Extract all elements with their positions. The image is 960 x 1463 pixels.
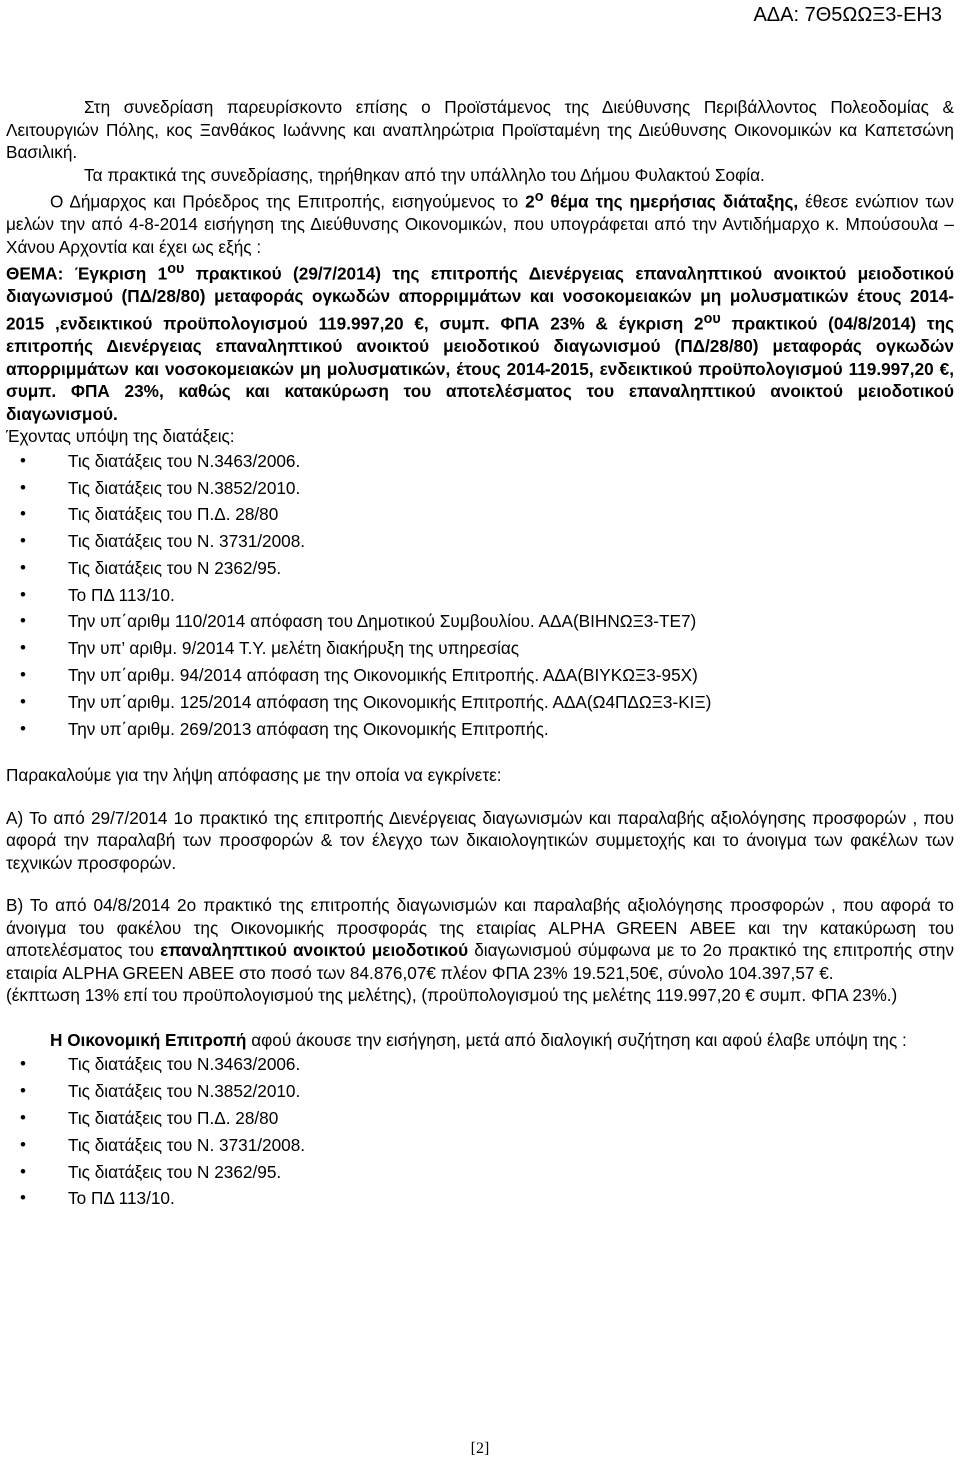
minutes-keeper-paragraph: Τα πρακτικά της συνεδρίασης, τηρήθηκαν από την υπάλληλο του Δήμου Φυλακτού Σοφία. (84, 164, 765, 185)
agenda-paragraph (6, 186, 954, 258)
list-item: • Την υπ΄αριθμ. 94/2014 απόφαση της Οικονομικής Επιτροπής. ΑΔΑ(ΒΙΥΚΩΞ3-95Χ) (6, 662, 954, 689)
list-item: • Τις διατάξεις του Ν. 3731/2008. (6, 528, 954, 555)
list-item: • Τις διατάξεις του Π.Δ. 28/80 (6, 1105, 954, 1132)
list-item: • Τις διατάξεις του Ν.3852/2010. (6, 475, 954, 502)
list-item: • Το ΠΔ 113/10. (6, 1185, 954, 1212)
request-b-bold: επαναληπτικού ανοικτού μειοδοτικού (160, 940, 469, 961)
request-item-b (6, 894, 954, 984)
list-item: • Την υπ’ αριθμ. 9/2014 Τ.Υ. μελέτη διακήρυξη της υπηρεσίας (6, 635, 954, 662)
agenda-item-label: θέμα της ημερήσιας διάταξης, (543, 191, 799, 212)
subject-part-a: ΘΕΜΑ: Έγκριση 1 (6, 263, 168, 284)
provisions-list (6, 448, 954, 743)
subject-sup-1: ου (167, 261, 185, 278)
subject-part-b: πρακτικού (29/7/2014) της επιτροπής Διενέργειας επαναληπτικού ανοικτού μειοδοτικού διαγωνισμού (ΠΔ/28/80) μεταφοράς ογκωδών απορριμμάτων και νοσοκομειακών μη μολυσματικών έτους 2014-2015 ,ενδεικτικού προϋπολογισμού 119.997,20 €, συμπ. ΦΠΑ 23% & έγκριση 2 (6, 263, 954, 334)
list-item: • Την υπ΄αριθμ 110/2014 απόφαση του Δημοτικού Συμβουλίου. ΑΔΑ(ΒΙΗΝΩΞ3-ΤΕ7) (6, 608, 954, 635)
committee-name: Η Οικονομική Επιτροπή (50, 1029, 247, 1050)
list-item: • Τις διατάξεις του Ν.3852/2010. (6, 1078, 954, 1105)
provisions-list-2 (6, 1051, 954, 1212)
ada-identifier: ΑΔΑ: 7Θ5ΩΩΞ3-ΕΗ3 (753, 4, 942, 26)
request-item-a: Α) Το από 29/7/2014 1ο πρακτικό της επιτροπής Διενέργειας διαγωνισμών και παραλαβής αξιολόγησης προσφορών , που αφορά την παραλαβή των προσφορών & τον έλεγχο των δικαιολογητικών συμμετοχής και το άνοιγμα των φακέλων των τεχνικών προσφορών. (6, 807, 954, 873)
discount-note: (έκπτωση 13% επί του προϋπολογισμού της μελέτης), (προϋπολογισμού της μελέτης 119.997,20 € συμπ. ΦΠΑ 23%.) (6, 985, 898, 1006)
request-intro: Παρακαλούμε για την λήψη απόφασης με την οποία να εγκρίνετε: (6, 765, 502, 786)
request-b-text-2: διαγωνισμού σύμφωνα με το 2ο πρακτικό της επιτροπής στην εταιρία ALPHA GREEN ΑΒΕΕ στο ποσό των 84.876,07€ πλέον ΦΠΑ 23% 19.521,50€, σύνολο 104.397,57 €. (6, 940, 954, 983)
list-item: • Τις διατάξεις του Ν.3463/2006. (6, 1051, 954, 1078)
agenda-text-2: έθεσε ενώπιον των μελών την από 4-8-2014 εισήγηση της Διεύθυνσης Οικονομικών, που υπογράφεται από την Αντιδήμαρχο κ. Μπούσουλα – Χάνου Αρχοντία και έχει ως εξής : (6, 191, 954, 257)
considering-heading: Έχοντας υπόψη της διατάξεις: (6, 426, 235, 447)
list-item: • Τις διατάξεις του Ν. 3731/2008. (6, 1132, 954, 1159)
list-item: • Τις διατάξεις του Ν 2362/95. (6, 555, 954, 582)
agenda-item-suffix: ο (534, 189, 544, 205)
list-item: • Τις διατάξεις του Ν.3463/2006. (6, 448, 954, 475)
list-item: • Την υπ΄αριθμ. 125/2014 απόφαση της Οικονομικής Επιτροπής. ΑΔΑ(Ω4ΠΔΩΞ3-ΚΙΞ) (6, 689, 954, 716)
subject-paragraph (6, 258, 954, 425)
list-item: • Τις διατάξεις του Ν 2362/95. (6, 1159, 954, 1186)
subject-sup-2: ου (703, 310, 721, 327)
committee-paragraph (6, 1029, 954, 1052)
list-item: • Τις διατάξεις του Π.Δ. 28/80 (6, 501, 954, 528)
document-body (6, 96, 954, 1212)
agenda-item-number: 2 (525, 191, 535, 212)
request-b-text-1: Β) Το από 04/8/2014 2ο πρακτικό της επιτροπής διαγωνισμών και παραλαβής αξιολόγησης προσφορών , που αφορά το άνοιγμα του φακέλου της Οικονομικής προσφοράς της εταιρίας ALPHA GREEN ΑΒΕΕ και την κατακύρωση του αποτελέσματος του (6, 895, 954, 961)
list-item: • Την υπ΄αριθμ. 269/2013 απόφαση της Οικονομικής Επιτροπής. (6, 716, 954, 743)
attendance-paragraph: Στη συνεδρίαση παρευρίσκοντο επίσης ο Προϊστάμενος της Διεύθυνσης Περιβάλλοντος Πολεοδομίας & Λειτουργιών Πόλης, κος Ξανθάκος Ιωάννης και αναπληρώτρια Προϊσταμένη της Διεύθυνσης Οικονομικών κα Καπετσώνη Βασιλική. (6, 97, 954, 162)
page-number: [2] (470, 1440, 490, 1457)
list-item: • Το ΠΔ 113/10. (6, 582, 954, 609)
committee-text: αφού άκουσε την εισήγηση, μετά από διαλογική συζήτηση και αφού έλαβε υπόψη της : (246, 1029, 907, 1050)
agenda-text-1: Ο Δήμαρχος και Πρόεδρος της Επιτροπής, εισηγούμενος το (50, 191, 526, 212)
subject-part-c: πρακτικού (04/8/2014) της επιτροπής Διενέργειας επαναληπτικού ανοικτού μειοδοτικού διαγωνισμού (ΠΔ/28/80) μεταφοράς ογκωδών απορριμμάτων και νοσοκομειακών μη μολυσματικών, έτους 2014-2015, ενδεικτικού προϋπολογισμού 119.997,20 €, συμπ. ΦΠΑ 23%, καθώς και κατακύρωση του αποτελέσματος του επαναληπτικού ανοικτού μειοδοτικού διαγωνισμού. (6, 313, 955, 424)
